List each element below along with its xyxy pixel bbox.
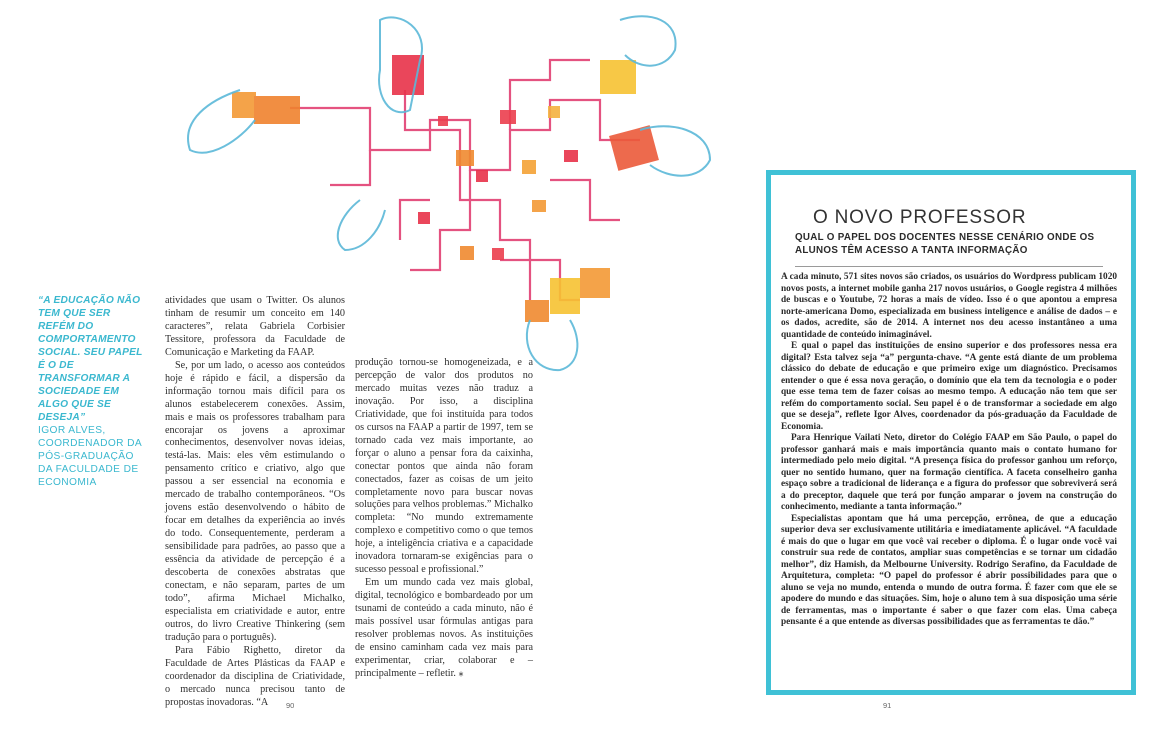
paragraph: Para Fábio Righetto, diretor da Faculdade de Artes Plásticas da FAAP e coordenador da disciplina de Criatividade, o mercado nunca precisou tanto de propostas inovadoras. “A	[165, 644, 345, 708]
page-number-right: 91	[883, 701, 892, 710]
sidebar-box	[766, 170, 1136, 695]
pull-quote-text: “A EDUCAÇÃO NÃO TEM QUE SER REFÉM DO COMPORTAMENTO SOCIAL. SEU PAPEL É O DE TRANSFORMAR A SOCIEDADE EM ALGO QUE SE DESEJA”	[38, 295, 143, 423]
paragraph: A cada minuto, 571 sites novos são criados, os usuários do Wordpress publicam 1020 novos posts, a internet mobile ganha 217 novos usuários, o Google registra 4 milhões de buscas e o Youtube, 72 horas a mais de vídeo. Isso é o que apontou a empresa norte-americana Domo, especializada em business inteligence e análise de dados – e os dados, acredite, são de 2014. A internet nos deu acesso instantâneo a uma quantidade de conteúdo inimaginável.	[781, 272, 1117, 340]
paragraph: Se, por um lado, o acesso aos conteúdos hoje é rápido e fácil, a dispersão da informação tornou mais difícil para os alunos estabelecerem conexões. Assim, mais e mais os professores trabalham para encorajar os jovens a aproximar conhecimentos, desenvolver novas ideias, testá-las. Mais: eles vêm estimulando o pensamento crítico e criativo, algo que passou a ser essencial na economia e mercado de trabalho contemporâneos. “Os jovens estão desenvolvendo o hábito de focar em detalhes da experiência ao invés do todo. Consequentemente, perderam a sensibilidade para padrões, ao passo que a essência da atividade de percepção é a descoberta de conexões abstratas que conectam, e não separam, partes de um todo”, afirma Michael Michalko, especialista em criatividade e autor, entre outros, do livro Creative Thinkering (sem tradução para o português).	[165, 359, 345, 643]
pull-quote	[38, 294, 150, 489]
article-column-1	[165, 295, 345, 710]
sidebar-title: O NOVO PROFESSOR	[813, 207, 1027, 228]
article-column-2	[355, 357, 533, 681]
paragraph: Em um mundo cada vez mais global, digital, tecnológico e bombardeado por um tsunami de conteúdo a cada minuto, não é mais possível usar fórmulas antigas para resolver problemas novos. As instituições de ensino caminham cada vez mais para experimentar, criar, colaborar e – principalmente – refletir. ⁎	[355, 577, 533, 679]
sidebar-body	[781, 272, 1117, 629]
pull-quote-author: IGOR ALVES, COORDENADOR DA PÓS-GRADUAÇÃO DA FACULDADE DE ECONOMIA	[38, 425, 142, 488]
sidebar-subtitle: QUAL O PAPEL DOS DOCENTES NESSE CENÁRIO ONDE OS ALUNOS TÊM ACESSO A TANTA INFORMAÇÃO	[795, 232, 1095, 256]
paragraph: atividades que usam o Twitter. Os alunos tinham de resumir um conceito em 140 caracteres”, relata Gabriela Corbisier Tessitore, professora da Faculdade de Comunicação e Marketing da FAAP.	[165, 295, 345, 358]
paragraph: Para Henrique Vailati Neto, diretor do Colégio FAAP em São Paulo, o papel do professor ganhará mais e mais importância quanto mais o contato humano for intermediado pelo meio digital. “A presença física do professor ganhou um reforço, quer no sentido humano, quer na formação científica. A faceta conselheiro ganha espaço sobre a tradicional de liderança e a figura do professor que sobreviverá será a do preceptor, daquele que terá por função amparar o jovem na construção do conhecimento, mediante a tanta informação.”	[781, 433, 1117, 512]
page-number-left: 90	[286, 701, 295, 710]
divider	[795, 266, 1103, 267]
paragraph: Especialistas apontam que há uma percepção, errônea, de que a educação superior deva ser exclusivamente utilitária e imediatamente aplicável. “A faculdade é mais do que o lugar em que você vai receber o diploma. É o lugar onde você vai construir sua rede de contatos, ampliar suas competências e se tornar um cidadão melhor”, diz Hamish, da Melbourne University. Rodrigo Serafino, da Faculdade de Arquitetura, completa: “O papel do professor é abrir possibilidades para que o aluno se veja no mundo, entenda o mundo de outra forma. É fazer com que ele se apodere do mundo e das situações. Sim, hoje o aluno tem à sua disposição uma série de ferramentas, mas o importante é saber o que fazer com elas. Uma cabeça pensante é a que entende as diversas possibilidades que as ferramentas te dão.”	[781, 513, 1117, 627]
paragraph: E qual o papel das instituições de ensino superior e dos professores nessa era digital? Esta talvez seja “a” pergunta-chave. “A gente está diante de um problema clássico do debate de educação e que primeiro exige um diagnóstico. Precisamos entender o que é essa nova geração, o domínio que ela tem da tecnologia e o poder que esse tema tem de fazer coisas ao mesmo tempo. A educação não tem que ser refém do comportamento social. Seu papel é o de transformar a sociedade em algo que se deseja”, reflete Igor Alves, coordenador da pós-graduação da Faculdade de Economia.	[781, 341, 1117, 432]
paragraph: produção tornou-se homogeneizada, e a percepção de valor dos produtos no mercado muitas vezes não traduz a inovação. Por isso, a disciplina Criatividade, que foi instituída para todos os cursos na FAAP a partir de 1997, tem se tornado cada vez mais importante, ao forçar o aluno a pensar fora da caixinha, conectar pontos que ainda não foram conectados, fazer as coisas de um jeito completamente novo para buscar novas soluções para velhos problemas.” Michalko completa: “No mundo extremamente complexo e competitivo como o que temos hoje, a inteligência criativa e a capacidade inovadora tornaram-se exigências para o sucesso pessoal e profissional.”	[355, 357, 533, 576]
